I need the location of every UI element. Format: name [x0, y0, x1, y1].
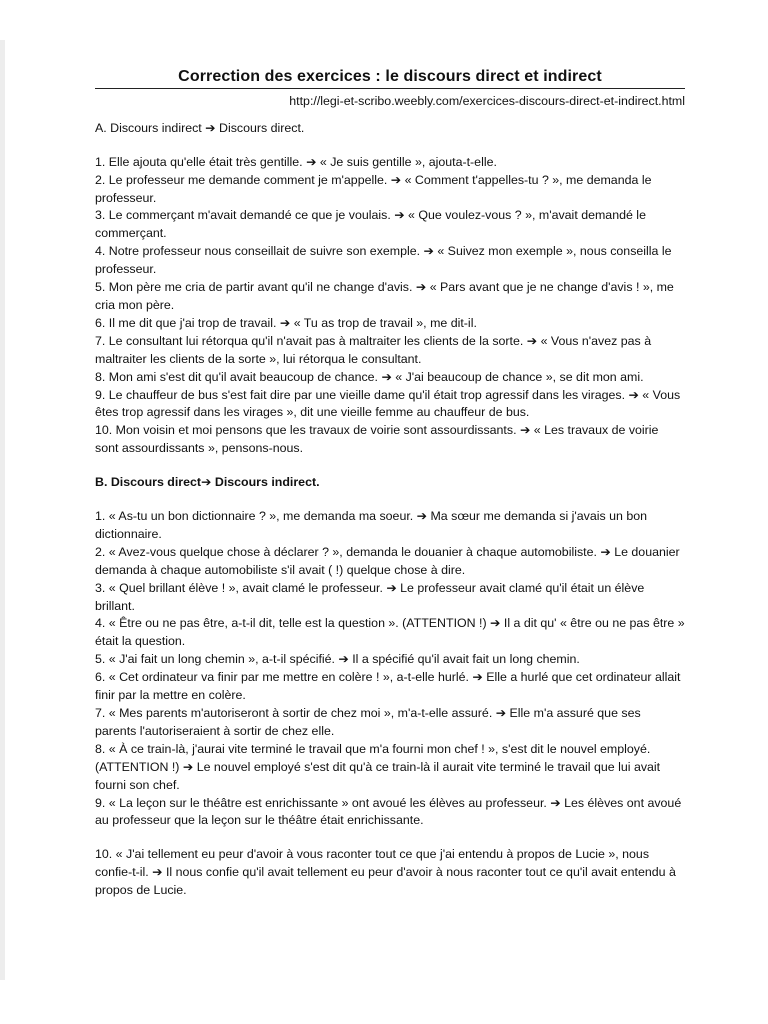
section-a-item-5: 5. Mon père me cria de partir avant qu'il ne change d'avis. ➔ « Pars avant que je ne change d'avis ! », me cria mon père. — [95, 280, 674, 312]
section-a-item-2: 2. Le professeur me demande comment je m'appelle. ➔ « Comment t'appelles-tu ? », me demanda le professeur. — [95, 172, 652, 205]
section-b-item-7: 7. « Mes parents m'autoriseront à sortir de chez moi », m'a-t-elle assuré. ➔ Elle m'a assuré que ses parents l'autoriseraient à sortir de chez elle. — [95, 706, 641, 738]
section-a-list — [95, 154, 685, 458]
section-b-item-1: 1. « As-tu un bon dictionnaire ? », me demanda ma soeur. ➔ Ma sœur me demanda si j'avais un bon dictionnaire. — [95, 509, 648, 541]
section-b-item-4: 4. « Être ou ne pas être, a-t-il dit, telle est la question ». (ATTENTION !) ➔ Il a dit qu' « être ou ne pas être » était la question. — [95, 616, 685, 649]
section-a-item-3: 3. Le commerçant m'avait demandé ce que je voulais. ➔ « Que voulez-vous ? », m'avait demandé le commerçant. — [95, 208, 646, 241]
section-b-item-6: 6. « Cet ordinateur va finir par me mettre en colère ! », a-t-elle hurlé. ➔ Elle a hurlé que cet ordinateur allait finir par la mettre en colère. — [95, 670, 681, 703]
section-a-item-9: 9. Le chauffeur de bus s'est fait dire par une vieille dame qu'il était trop agressif dans les virages. ➔ « Vous êtes trop agressif dans les virages », dit une vieille femme au chauffeur de bus. — [95, 387, 681, 420]
section-a-heading: A. Discours indirect ➔ Discours direct. — [95, 120, 305, 135]
document-page — [95, 62, 685, 900]
section-b-heading: B. Discours direct➔ Discours indirect. — [95, 475, 320, 490]
section-b-item-8: 8. « À ce train-là, j'aurai vite terminé le travail que m'a fourni mon chef ! », s'est dit le nouvel employé. (ATTENTION !) ➔ Le nouvel employé s'est dit qu'à ce train-là il aurait vite terminé le travail que lui avait fourni son chef. — [95, 741, 661, 792]
section-b-item-9: 9. « La leçon sur le théâtre est enrichissante » ont avoué les élèves au professeur. ➔ Les élèves ont avoué au professeur que la leçon sur le théâtre était enrichissante. — [95, 795, 682, 828]
section-a-item-4: 4. Notre professeur nous conseillait de suivre son exemple. ➔ « Suivez mon exemple », nous conseilla le professeur. — [95, 244, 672, 277]
section-b-item-2: 2. « Avez-vous quelque chose à déclarer ? », demanda le douanier à chaque automobiliste. ➔ Le douanier demanda à chaque automobiliste s'il avait ( !) quelque chose à dire. — [95, 544, 680, 577]
source-url: http://legi-et-scribo.weebly.com/exercices-discours-direct-et-indirect.html — [289, 93, 685, 108]
left-edge-bar — [0, 40, 5, 980]
section-a-item-6: 6. Il me dit que j'ai trop de travail. ➔ « Tu as trop de travail », me dit-il. — [95, 315, 477, 330]
section-a-item-7: 7. Le consultant lui rétorqua qu'il n'avait pas à maltraiter les clients de la sorte. ➔ « Vous n'avez pas à maltraiter les clients de la sorte », lui rétorqua le consultant. — [95, 333, 652, 366]
section-b-item-5: 5. « J'ai fait un long chemin », a-t-il spécifié. ➔ Il a spécifié qu'il avait fait un long chemin. — [95, 652, 580, 667]
document-title: Correction des exercices : le discours direct et indirect — [95, 68, 685, 89]
section-b-item-10: 10. « J'ai tellement eu peur d'avoir à vous raconter tout ce que j'ai entendu à propos de Lucie », nous confie-t-il. ➔ Il nous confie qu'il avait tellement eu peur d'avoir à nous raconter tout ce qu'il avait entendu à propos de Lucie. — [95, 847, 676, 898]
section-a-item-1: 1. Elle ajouta qu'elle était très gentille. ➔ « Je suis gentille », ajouta-t-elle. — [95, 154, 497, 169]
section-a-item-10: 10. Mon voisin et moi pensons que les travaux de voirie sont assourdissants. ➔ « Les travaux de voirie sont assourdissants », pensons-nous. — [95, 423, 659, 456]
section-a-item-8: 8. Mon ami s'est dit qu'il avait beaucoup de chance. ➔ « J'ai beaucoup de chance », se dit mon ami. — [95, 369, 644, 384]
section-b-item-3: 3. « Quel brillant élève ! », avait clamé le professeur. ➔ Le professeur avait clamé qu'il était un élève brillant. — [95, 580, 645, 613]
section-b-list — [95, 508, 685, 900]
